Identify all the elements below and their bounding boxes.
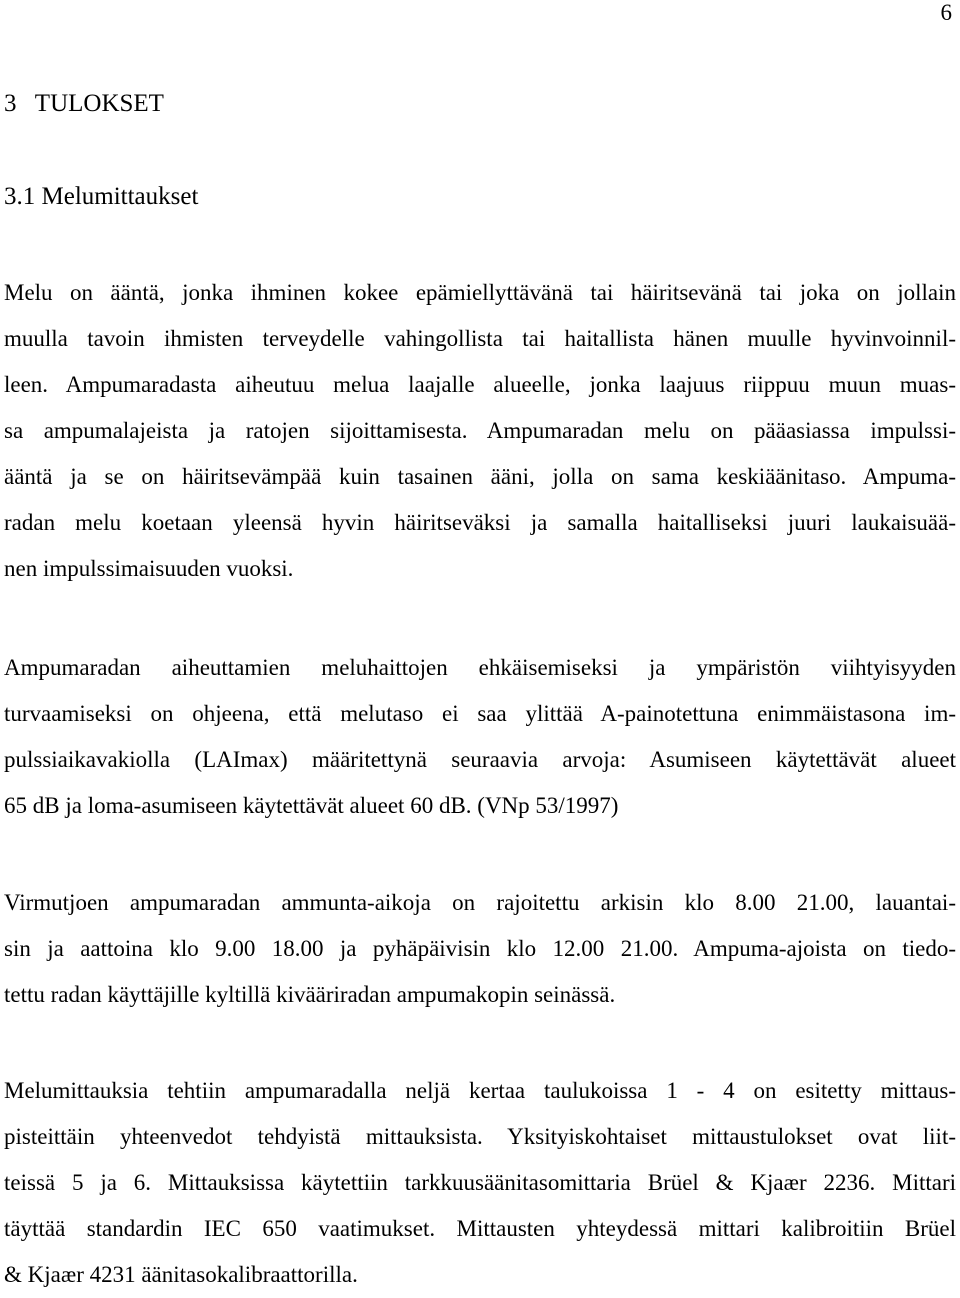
paragraph-line: nen impulssimaisuuden vuoksi. xyxy=(4,556,294,581)
paragraph-line: & Kjaær 4231 äänitasokalibraattorilla. xyxy=(4,1262,358,1287)
paragraph-line: sa ampumalajeista ja ratojen sijoittamisesta. Ampumaradan melu on pääasiassa impulssi- xyxy=(4,418,956,443)
paragraph-line: teissä 5 ja 6. Mittauksissa käytettiin tarkkuusäänitasomittaria Brüel & Kjaær 2236. Mittari xyxy=(4,1170,956,1195)
paragraph-line: pisteittäin yhteenvedot tehdyistä mittauksista. Yksityiskohtaiset mittaustulokset ovat liit- xyxy=(4,1124,956,1149)
paragraph-line: Melu on ääntä, jonka ihminen kokee epämiellyttävänä tai häiritsevänä tai joka on jollain xyxy=(4,280,956,305)
paragraph-line: pulssiaikavakiolla (LAImax) määritettynä seuraavia arvoja: Asumiseen käytettävät alueet xyxy=(4,747,956,772)
paragraph-line: Ampumaradan aiheuttamien meluhaittojen ehkäisemiseksi ja ympäristön viihtyisyyden xyxy=(4,655,956,680)
paragraph-line: radan melu koetaan yleensä hyvin häiritseväksi ja samalla haitalliseksi juuri laukaisuää- xyxy=(4,510,956,535)
paragraph-line: leen. Ampumaradasta aiheutuu melua laajalle alueelle, jonka laajuus riippuu muun muas- xyxy=(4,372,956,397)
paragraph-line: muulla tavoin ihmisten terveydelle vahingollista tai haitallista hänen muulle hyvinvoinnil- xyxy=(4,326,956,351)
paragraph-line: Virmutjoen ampumaradan ammunta-aikoja on rajoitettu arkisin klo 8.00 21.00, lauantai- xyxy=(4,890,956,915)
page-number: 6 xyxy=(940,0,952,25)
paragraph-noise-definition xyxy=(4,270,956,592)
subsection-heading: 3.1 Melumittaukset xyxy=(4,183,199,210)
paragraph-line: Melumittauksia tehtiin ampumaradalla neljä kertaa taulukoissa 1 - 4 on esitetty mittaus- xyxy=(4,1078,956,1103)
paragraph-line: ääntä ja se on häiritsevämpää kuin tasainen ääni, jolla on sama keskiäänitaso. Ampuma- xyxy=(4,464,956,489)
paragraph-noise-limits xyxy=(4,645,956,829)
paragraph-line: tettu radan käyttäjille kyltillä kivääriradan ampumakopin seinässä. xyxy=(4,982,616,1007)
paragraph-line: turvaamiseksi on ohjeena, että melutaso ei saa ylittää A-painotettuna enimmäistasona im- xyxy=(4,701,956,726)
section-heading: 3 TULOKSET xyxy=(4,90,164,117)
paragraph-line: 65 dB ja loma-asumiseen käytettävät alueet 60 dB. (VNp 53/1997) xyxy=(4,793,619,818)
paragraph-line: täyttää standardin IEC 650 vaatimukset. Mittausten yhteydessä mittari kalibroitiin Brüel xyxy=(4,1216,956,1241)
paragraph-line: sin ja aattoina klo 9.00 18.00 ja pyhäpäivisin klo 12.00 21.00. Ampuma-ajoista on tiedo- xyxy=(4,936,956,961)
paragraph-shooting-hours xyxy=(4,880,956,1018)
paragraph-measurements xyxy=(4,1068,956,1298)
